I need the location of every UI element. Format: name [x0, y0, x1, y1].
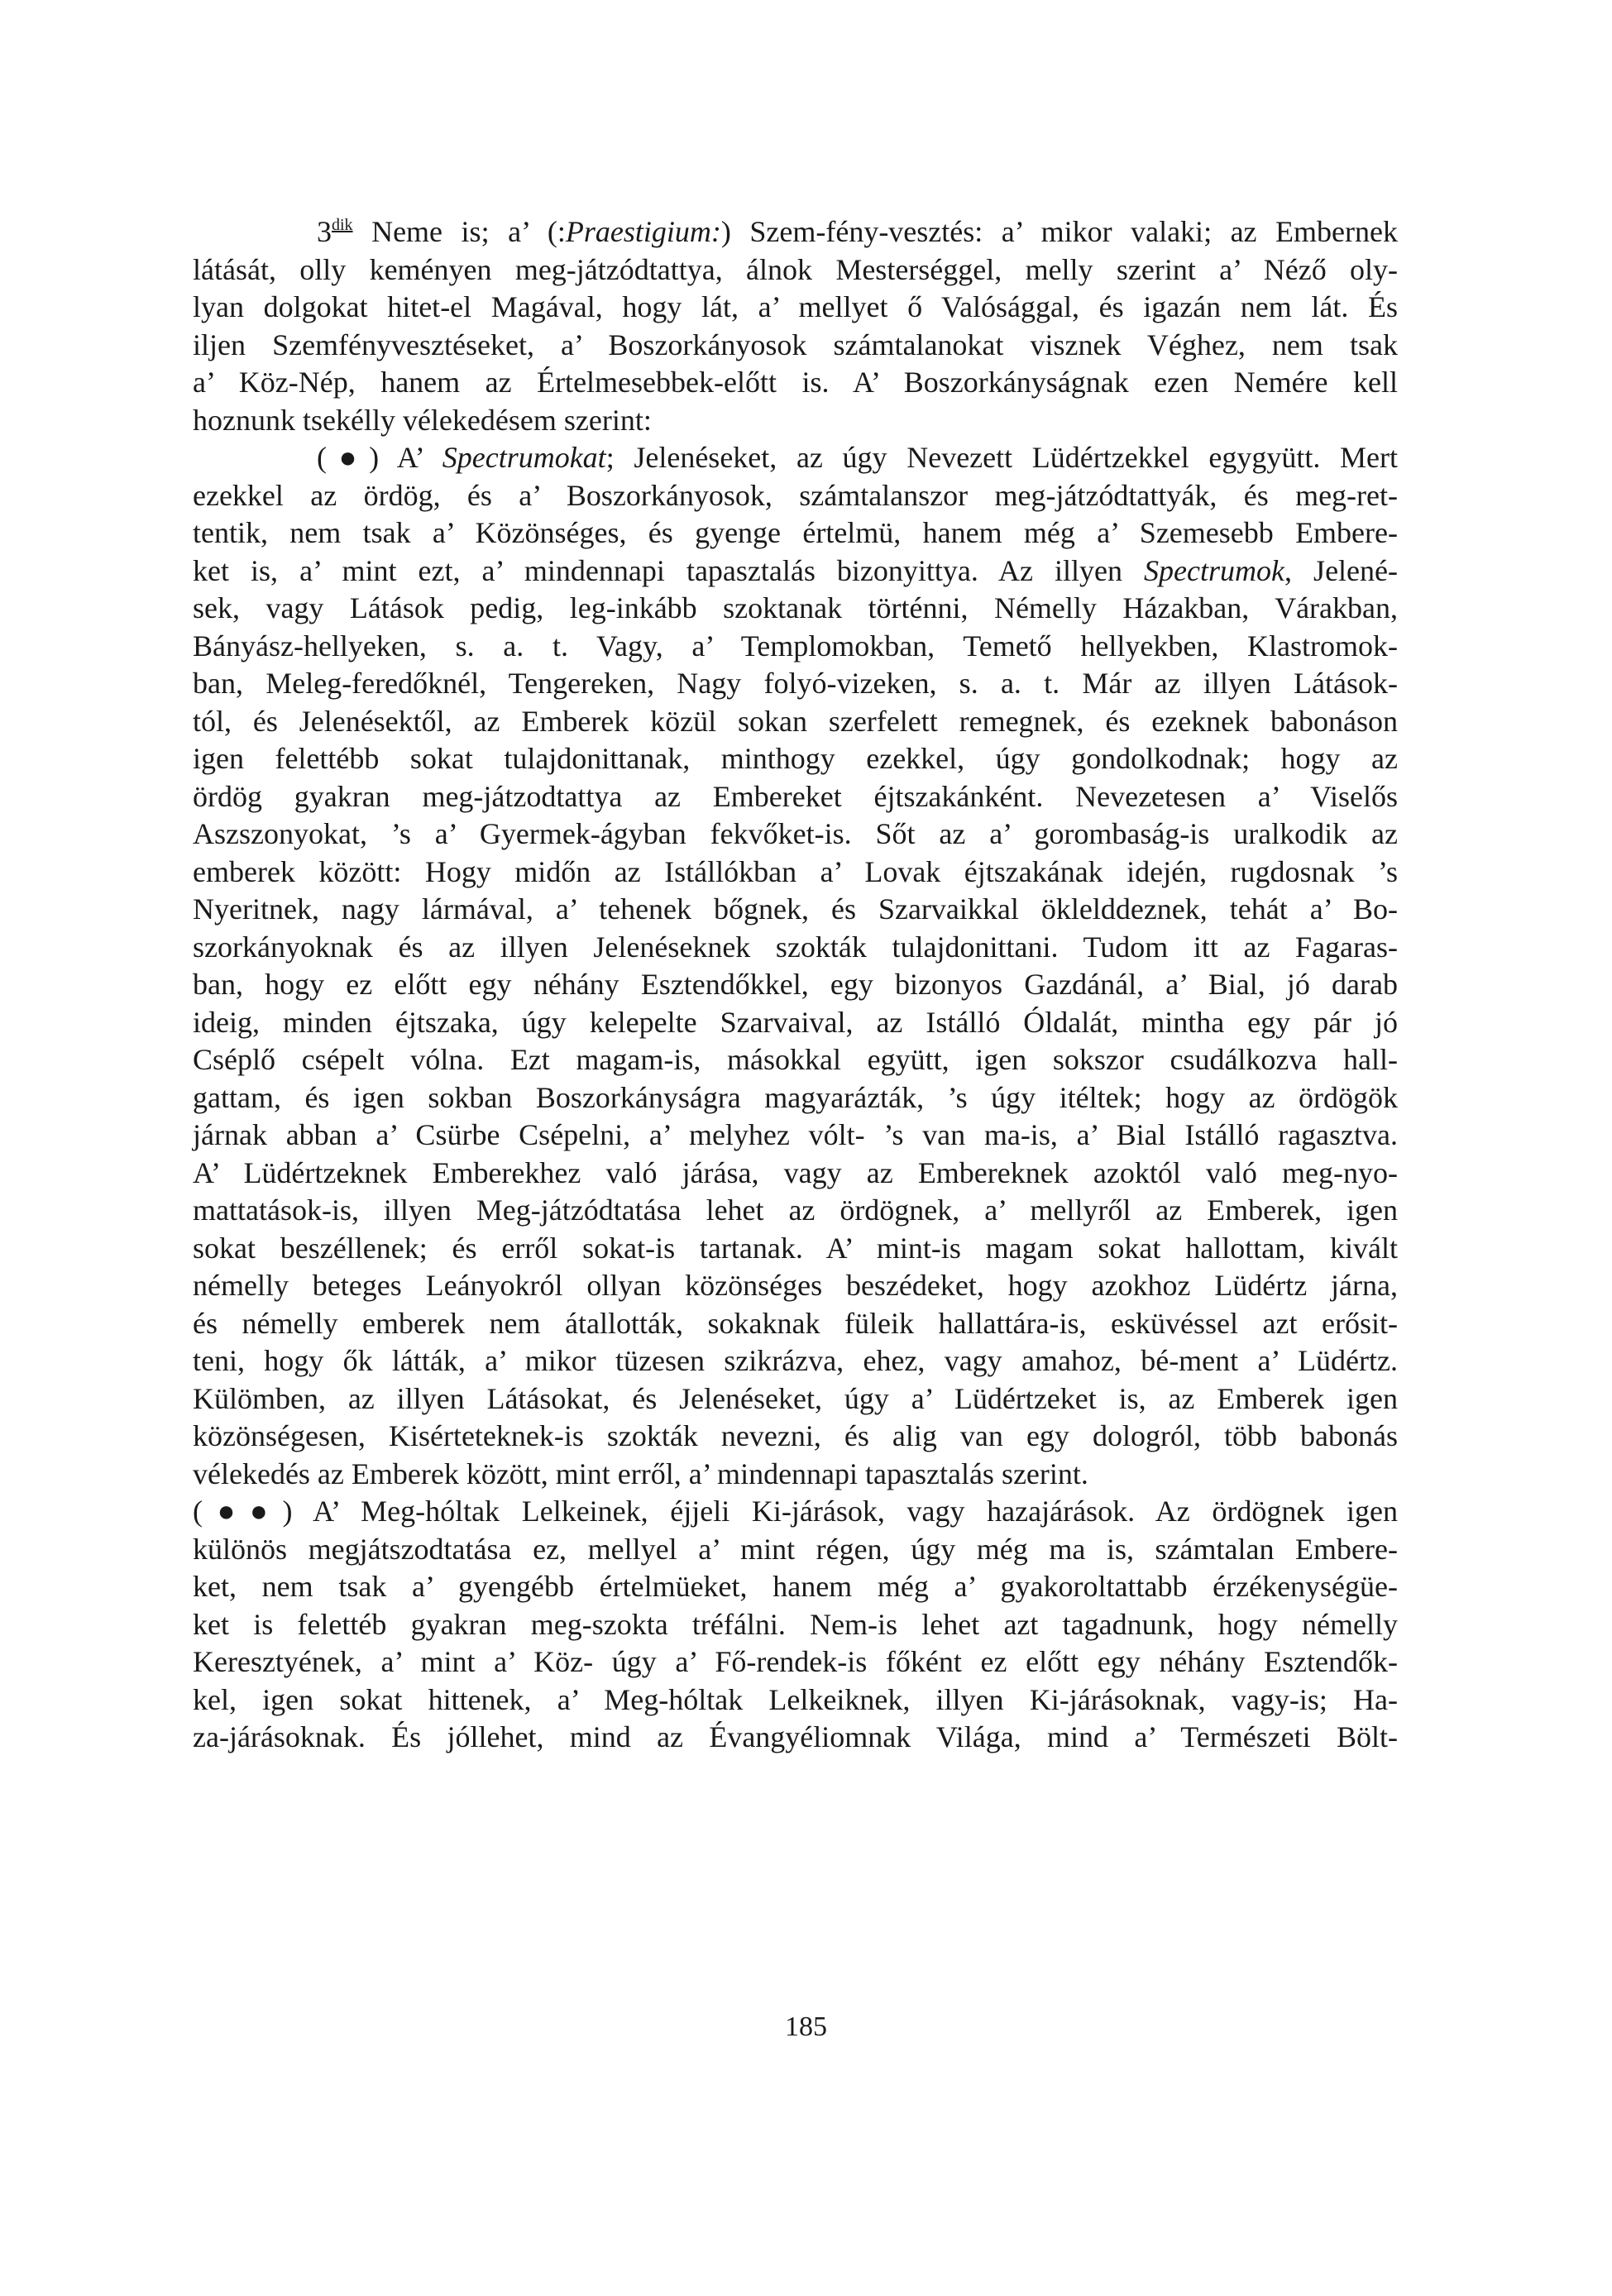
- text-line: ket, nem tsak a’ gyengébb értelmüeket, hanem még a’ gyakoroltattabb érzékenységüe-: [193, 1570, 1398, 1603]
- page-number: 185: [785, 2011, 827, 2042]
- text-line: (●●) A’ Meg-hóltak Lelkeinek, éjjeli Ki-járások, vagy hazajárások. Az ördögnek igen: [193, 1495, 1398, 1528]
- text-line: sek, vagy Látások pedig, leg-inkább szoktanak történni, Némelly Házakban, Várakban,: [193, 591, 1398, 624]
- text-line: ket is felettéb gyakran meg-szokta tréfálni. Nem-is lehet azt tagadnunk, hogy némelly: [193, 1607, 1398, 1641]
- text-line: (●) A’ Spectrumokat; Jelenéseket, az úgy Nevezett Lüdértzekkel egygyütt. Mert: [317, 441, 1398, 474]
- text-line: Keresztyének, a’ mint a’ Köz- úgy a’ Fő-rendek-is főként ez előtt egy néhány Esztendők-: [193, 1645, 1398, 1678]
- text-line: látását, olly keményen meg-játzódtattya, álnok Mesterséggel, melly szerint a’ Néző oly-: [193, 252, 1398, 286]
- text-line: kel, igen sokat hittenek, a’ Meg-hóltak Lelkeiknek, illyen Ki-járásoknak, vagy-is; Ha-: [193, 1682, 1398, 1716]
- text-line: járnak abban a’ Csürbe Csépelni, a’ melyhez vólt- ’s van ma-is, a’ Bial Istálló ragasztva.: [193, 1118, 1398, 1151]
- text-line: a’ Köz-Nép, hanem az Értelmesebbek-előtt is. A’ Boszorkányságnak ezen Nemére kell: [193, 366, 1398, 399]
- text-line: gattam, és igen sokban Boszorkányságra magyarázták, ’s úgy itéltek; hogy az ördögök: [193, 1080, 1398, 1114]
- text-line: teni, hogy ők látták, a’ mikor tüzesen szikrázva, ehez, vagy amahoz, bé-ment a’ Lüdértz.: [193, 1344, 1398, 1377]
- text-line: közönségesen, Kisérteteknek-is szokták nevezni, és alig van egy dologról, több babonás: [193, 1419, 1398, 1452]
- text-line: hoznunk tsekélly vélekedésem szerint:: [193, 403, 652, 437]
- text-line: szorkányoknak és az illyen Jelenéseknek szokták tulajdonittani. Tudom itt az Fagaras-: [193, 930, 1398, 964]
- paragraph: [193, 213, 1398, 439]
- text-line: Cséplő csépelt vólna. Ezt magam-is, másokkal együtt, igen sokszor csudálkozva hall-: [193, 1043, 1398, 1076]
- text-line: ördög gyakran meg-játzodtattya az Embereket éjtszakánként. Nevezetesen a’ Viselős: [193, 779, 1398, 813]
- text-line: ban, Meleg-feredőknél, Tengereken, Nagy folyó-vizeken, s. a. t. Már az illyen Látások-: [193, 667, 1398, 700]
- text-line: mattatások-is, illyen Meg-játzódtatása lehet az ördögnek, a’ mellyről az Emberek, igen: [193, 1193, 1398, 1227]
- text-line: vélekedés az Emberek között, mint erről, a’ mindennapi tapasztalás szerint.: [193, 1457, 1088, 1490]
- text-line: tentik, nem tsak a’ Közönséges, és gyenge értelmü, hanem még a’ Szemesebb Embere-: [193, 516, 1398, 549]
- text-line: A’ Lüdértzeknek Emberekhez való járása, vagy az Embereknek azoktól való meg-nyo-: [193, 1155, 1398, 1189]
- text-line: ideig, minden éjtszaka, úgy kelepelte Szarvaival, az Istálló Óldalát, mintha egy pár jó: [193, 1005, 1398, 1039]
- text-line: sokat beszéllenek; és erről sokat-is tartanak. A’ mint-is magam sokat hallottam, kivált: [193, 1231, 1398, 1265]
- text-line: Bányász-hellyeken, s. a. t. Vagy, a’ Templomokban, Temető hellyekben, Klastromok-: [193, 629, 1398, 662]
- text-line: igen felettébb sokat tulajdonittanak, minthogy ezekkel, úgy gondolkodnak; hogy az: [193, 742, 1398, 775]
- text-line: némelly beteges Leányokról ollyan közönséges beszédeket, hogy azokhoz Lüdértz járna,: [193, 1269, 1398, 1302]
- text-line: ban, hogy ez előtt egy néhány Esztendőkkel, egy bizonyos Gazdánál, a’ Bial, jó darab: [193, 968, 1398, 1001]
- text-line: Aszszonyokat, ’s a’ Gyermek-ágyban fekvőket-is. Sőt az a’ gorombaság-is uralkodik az: [193, 817, 1398, 850]
- text-line: emberek között: Hogy midőn az Istállókban a’ Lovak éjtszakának idején, rugdosnak ’s: [193, 854, 1398, 888]
- text-line: za-járásoknak. És jóllehet, mind az Évangyéliomnak Világa, mind a’ Természeti Bölt-: [193, 1720, 1398, 1753]
- text-line: és némelly emberek nem átallották, sokaknak füleik hallattára-is, esküvéssel azt erősit-: [193, 1306, 1398, 1340]
- text-line: Külömben, az illyen Látásokat, és Jelenéseket, úgy a’ Lüdértzeket is, az Emberek igen: [193, 1381, 1398, 1415]
- text-line: $3^{dik}$ Neme is; a’ (:Praestigium:) Szem-fény-vesztés: a’ mikor valaki; az Embernek: [317, 215, 1398, 248]
- text-line: ezekkel az ördög, és a’ Boszorkányosok, számtalanszor meg-játzódtattyák, és meg-ret-: [193, 478, 1398, 512]
- text-line: ket is, a’ mint ezt, a’ mindennapi tapasztalás bizonyittya. Az illyen Spectrumok, Jelené-: [193, 553, 1398, 587]
- text-line: különös megjátszodtatása ez, mellyel a’ mint régen, úgy még ma is, számtalan Embere-: [193, 1532, 1398, 1566]
- paragraph: [193, 439, 1398, 1493]
- text-line: Nyeritnek, nagy lármával, a’ tehenek bőgnek, és Szarvaikkal öklelddeznek, tehát a’ Bo-: [193, 892, 1398, 926]
- body-text: [193, 213, 1398, 1757]
- text-line: iljen Szemfényvesztéseket, a’ Boszorkányosok számtalanokat visznek Véghez, nem tsak: [193, 328, 1398, 361]
- text-line: tól, és Jelenésektől, az Emberek közül sokan szerfelett remegnek, és ezeknek babonáson: [193, 704, 1398, 738]
- text-line: lyan dolgokat hitet-el Magával, hogy lát, a’ mellyet ő Valósággal, és igazán nem lát. És: [193, 290, 1398, 323]
- paragraph: [193, 1493, 1398, 1757]
